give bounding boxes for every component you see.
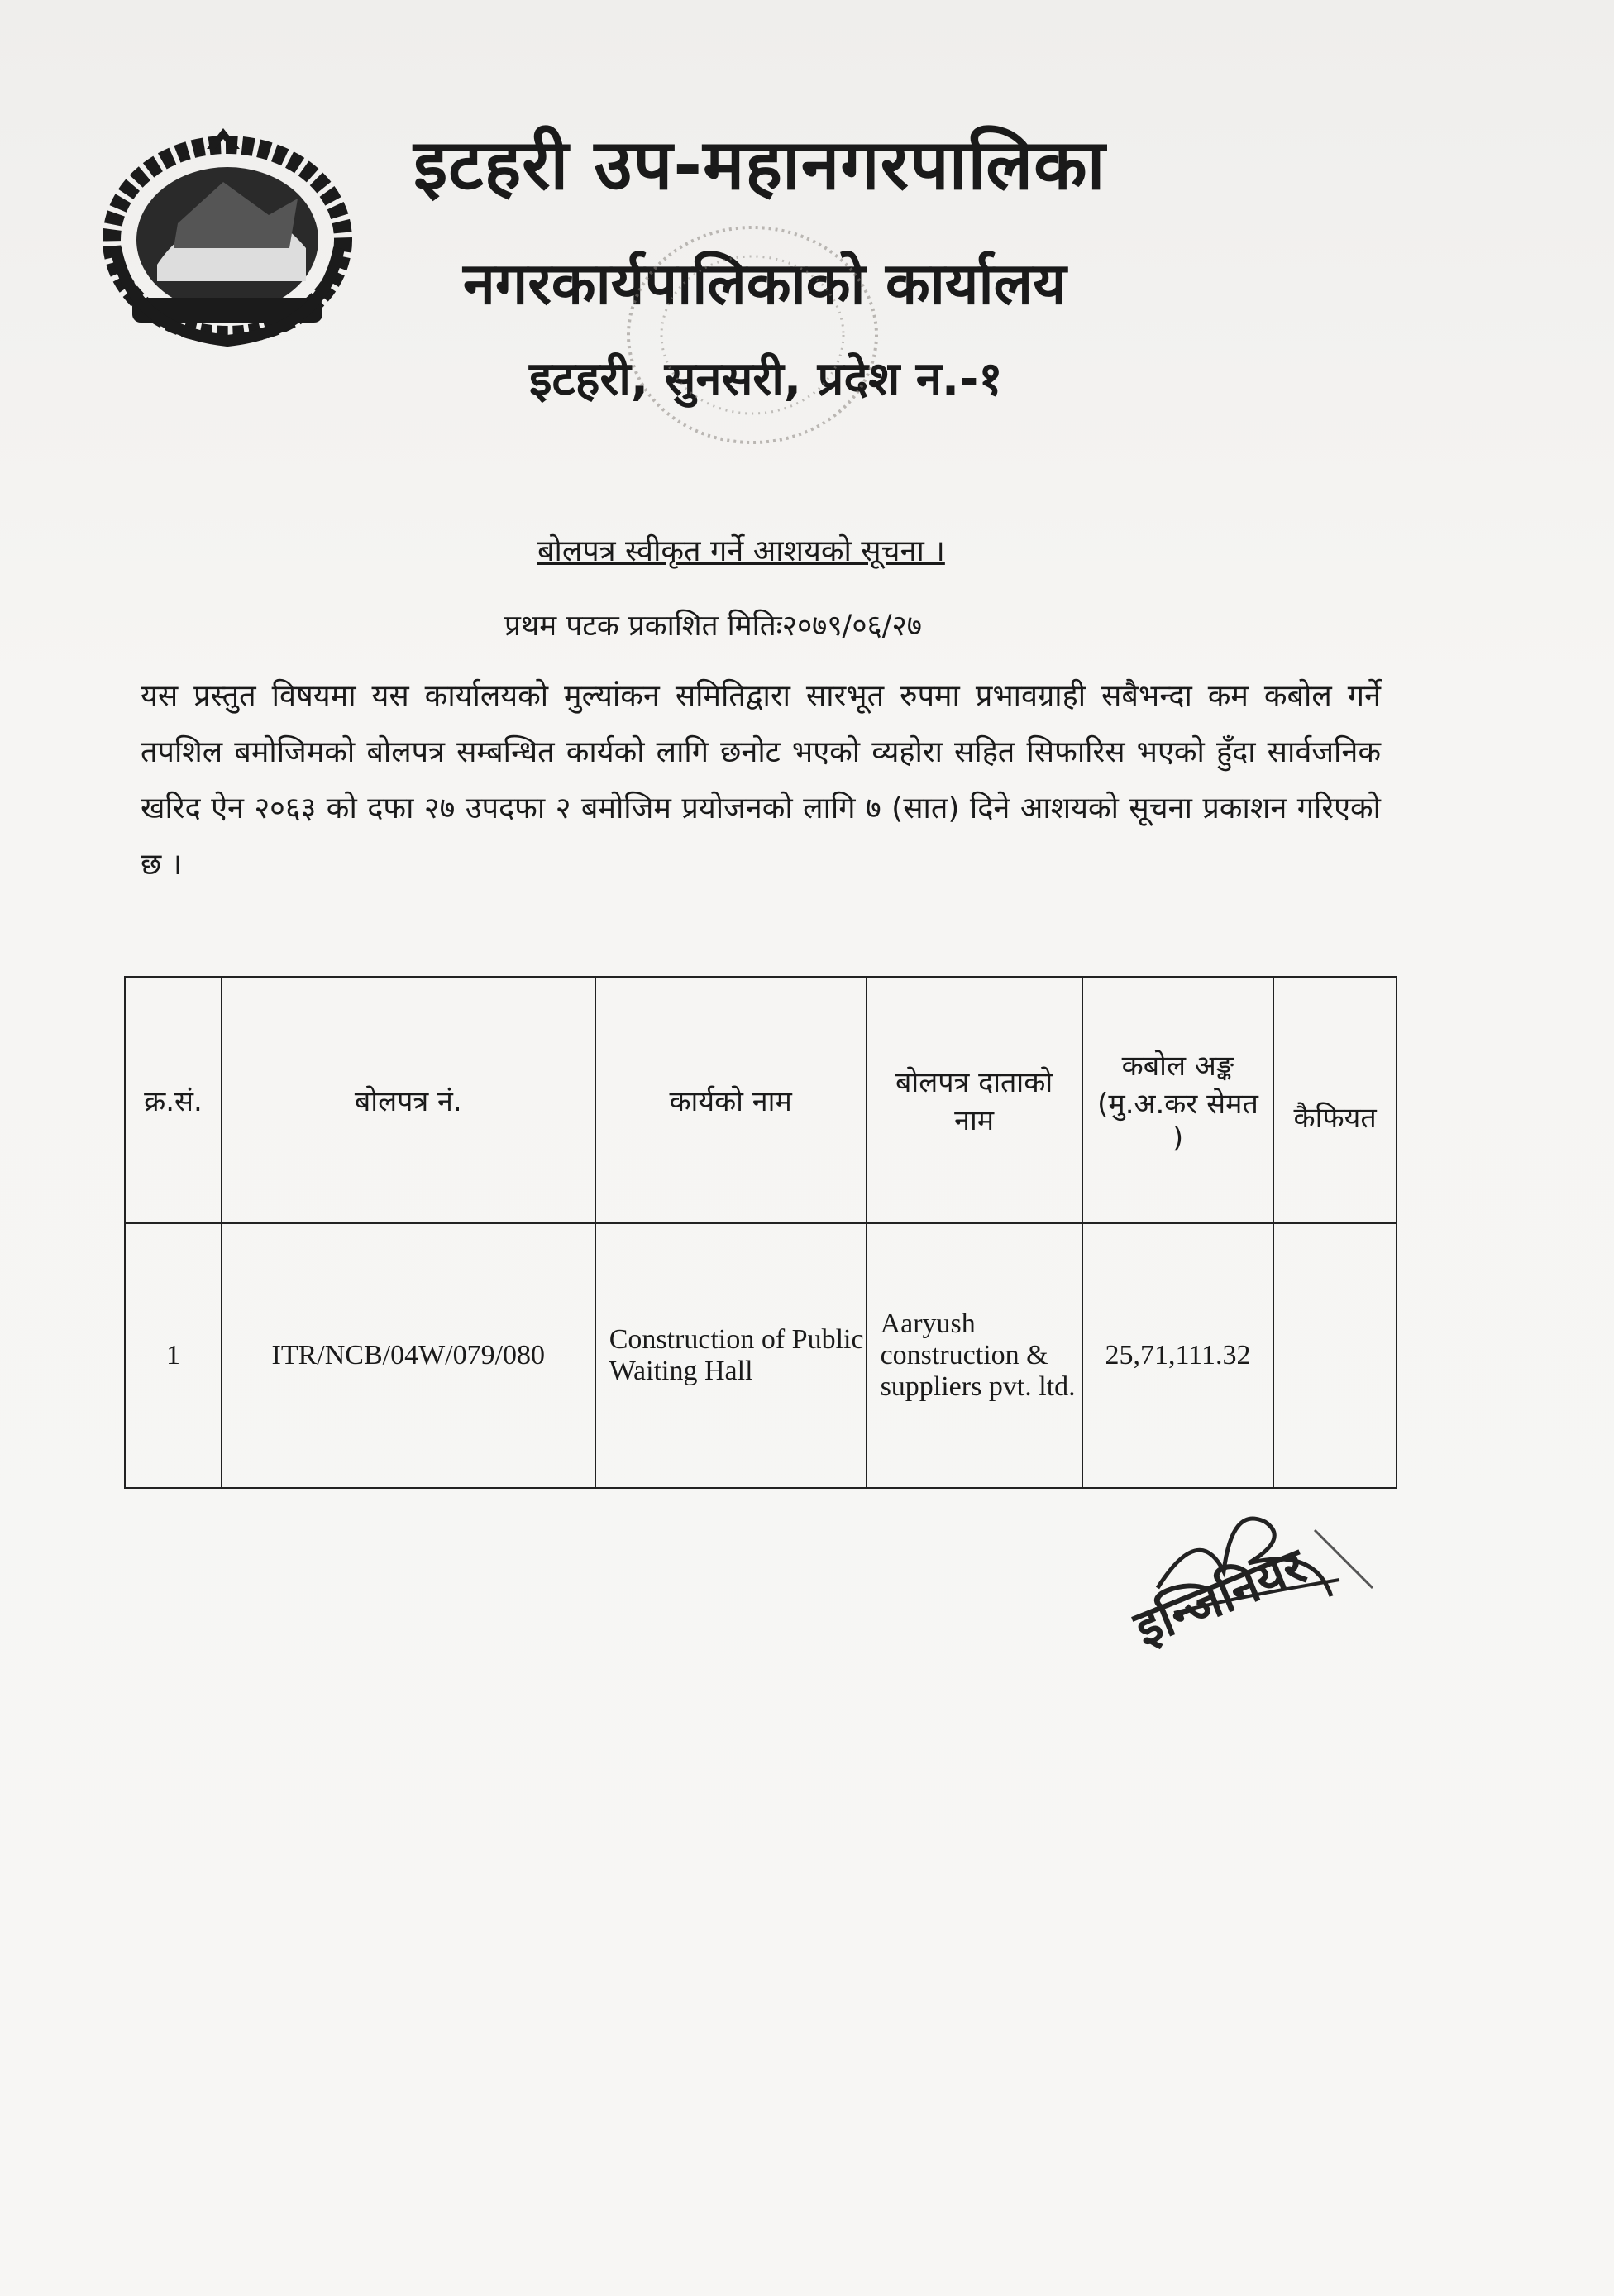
cell-bidder-name: Aaryush construction & suppliers pvt. ltd. (867, 1223, 1082, 1488)
notice-title: बोलपत्र स्वीकृत गर्ने आशयको सूचना । (537, 534, 945, 568)
cell-remarks (1273, 1223, 1397, 1488)
office-address: इटहरी, सुनसरी, प्रदेश न.-१ (529, 352, 1003, 406)
cell-work-name: Construction of Public Waiting Hall (595, 1223, 867, 1488)
signature-label: इन्जिनियर (1126, 1537, 1314, 1658)
office-name: नगरकार्यपालिकाको कार्यालय (463, 250, 1067, 318)
tender-table (124, 976, 1397, 1489)
header-remarks: कैफियत (1273, 977, 1397, 1223)
cell-bid-no: ITR/NCB/04W/079/080 (222, 1223, 595, 1488)
table-header-row (125, 977, 1397, 1223)
notice-body: यस प्रस्तुत विषयमा यस कार्यालयको मुल्यांकन समितिद्वारा सारभूत रुपमा प्रभावग्राही सबैभन्दा कम कबोल गर्ने तपशिल बमोजिमको बोलपत्र सम्बन्धित कार्यको लागि छनोट भएको व्यहोरा सहित सिफारिस भएको हुँदा सार्वजनिक खरिद ऐन २०६३ को दफा २७ उपदफा २ बमोजिम प्रयोजनको लागि ७ (सात) दिने आशयको सूचना प्रकाशन गरिएको छ । (141, 679, 1381, 882)
nepal-emblem-icon (99, 124, 356, 347)
header-bid-no: बोलपत्र नं. (222, 977, 595, 1223)
header-amount: कबोल अङ्क (मु.अ.कर सेमत ) (1082, 977, 1274, 1223)
publication-date: प्रथम पटक प्रकाशित मितिः२०७९/०६/२७ (504, 610, 922, 643)
office-stamp-icon (612, 211, 893, 459)
header-bidder-name: बोलपत्र दाताको नाम (867, 977, 1082, 1223)
header-work-name: कार्यको नाम (595, 977, 867, 1223)
municipality-name: इटहरी उप-महानगरपालिका (413, 124, 1106, 205)
table-row (125, 1223, 1397, 1488)
cell-sn: 1 (125, 1223, 222, 1488)
header-sn: क्र.सं. (125, 977, 222, 1223)
cell-amount: 25,71,111.32 (1082, 1223, 1274, 1488)
